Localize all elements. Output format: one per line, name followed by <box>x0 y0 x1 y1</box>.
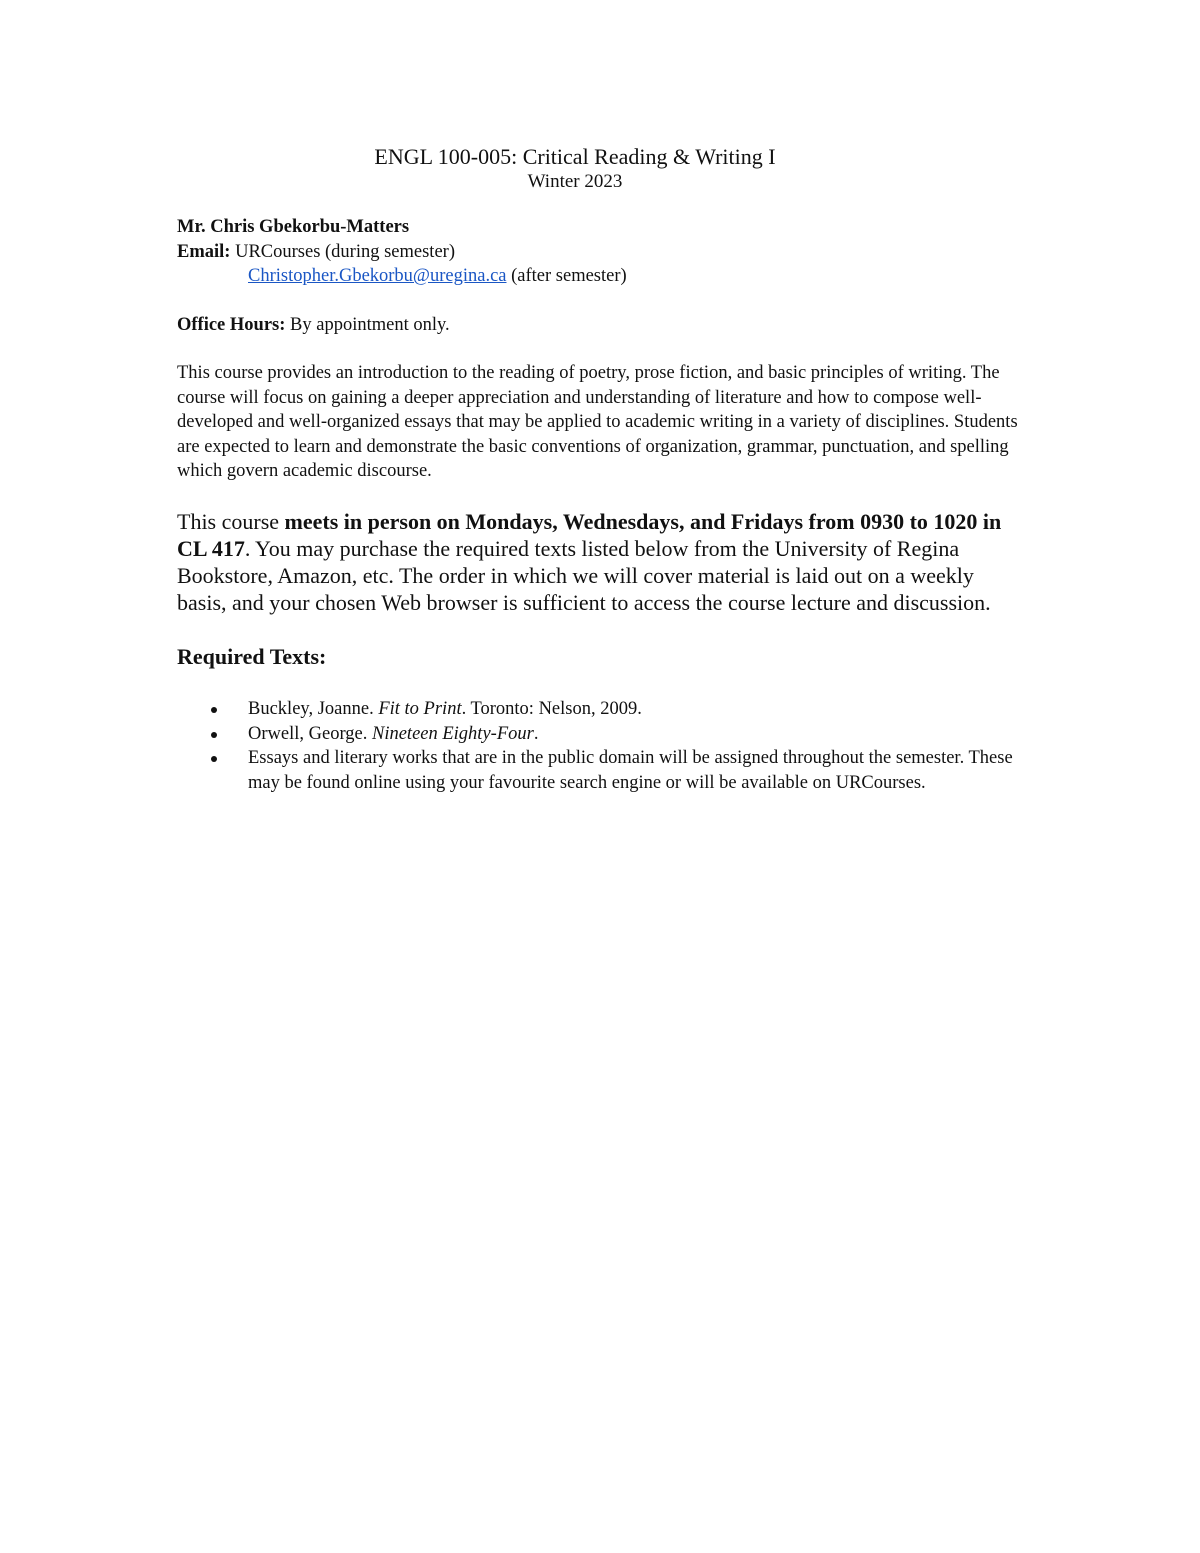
instructor-name: Mr. Chris Gbekorbu-Matters <box>177 217 410 237</box>
text-publication: . <box>533 723 539 744</box>
text-author: Buckley, Joanne. <box>248 699 379 720</box>
bullet-icon <box>211 756 217 762</box>
required-texts-heading: Required Texts: <box>177 644 327 670</box>
course-description: This course provides an introduction to the reading of poetry, prose fiction, and basic principles of writing. The course will focus on gaining a deeper appreciation and understanding of literature and how to compose well-developed and well-organized essays that may be applied to academic writing in a variety of disciplines. Students are expected to learn and demonstrate the basic conventions of organization, grammar, punctuation, and spelling which govern academic discourse. <box>177 363 1018 481</box>
bullet-icon <box>211 732 217 738</box>
list-item <box>177 697 1022 722</box>
course-term: Winter 2023 <box>527 171 623 192</box>
email-primary: URCourses (during semester) <box>235 241 455 262</box>
list-item <box>177 722 1022 747</box>
title-block <box>150 143 1000 193</box>
bullet-icon <box>211 707 217 713</box>
email-link[interactable]: Christopher.Gbekorbu@uregina.ca <box>248 266 507 286</box>
text-description: Essays and literary works that are in the public domain will be assigned throughout the semester. These may be found online using your favourite search engine or will be available on URCourses. <box>248 748 1013 793</box>
text-title: Fit to Print <box>378 699 462 720</box>
office-hours-label: Office Hours: <box>177 314 286 335</box>
meeting-details: . You may purchase the required texts listed below from the University of Regina Bookstore, Amazon, etc. The order in which we will cover material is laid out on a weekly basis, and your chosen Web browser is sufficient to access the course lecture and discussion. <box>177 535 991 616</box>
course-title: ENGL 100-005: Critical Reading & Writing I <box>374 144 776 169</box>
meeting-paragraph <box>177 508 1027 617</box>
office-hours <box>177 313 1027 338</box>
syllabus-body <box>177 143 1027 795</box>
text-title: Nineteen Eighty-Four <box>371 723 534 744</box>
email-label: Email: <box>177 241 231 262</box>
email-line <box>177 240 1027 265</box>
list-item <box>177 746 1022 795</box>
text-author: Orwell, George. <box>248 723 372 744</box>
required-texts-list <box>177 697 1022 795</box>
office-hours-value: By appointment only. <box>290 314 450 335</box>
meeting-schedule: meets in person on Mondays, Wednesdays, and Fridays from 0930 to 1020 in CL 417 <box>177 508 1002 561</box>
email-address-note: (after semester) <box>511 266 627 286</box>
meeting-prefix: This course <box>177 508 285 534</box>
email-secondary-line <box>177 264 1027 289</box>
text-publication: . Toronto: Nelson, 2009. <box>461 699 642 720</box>
